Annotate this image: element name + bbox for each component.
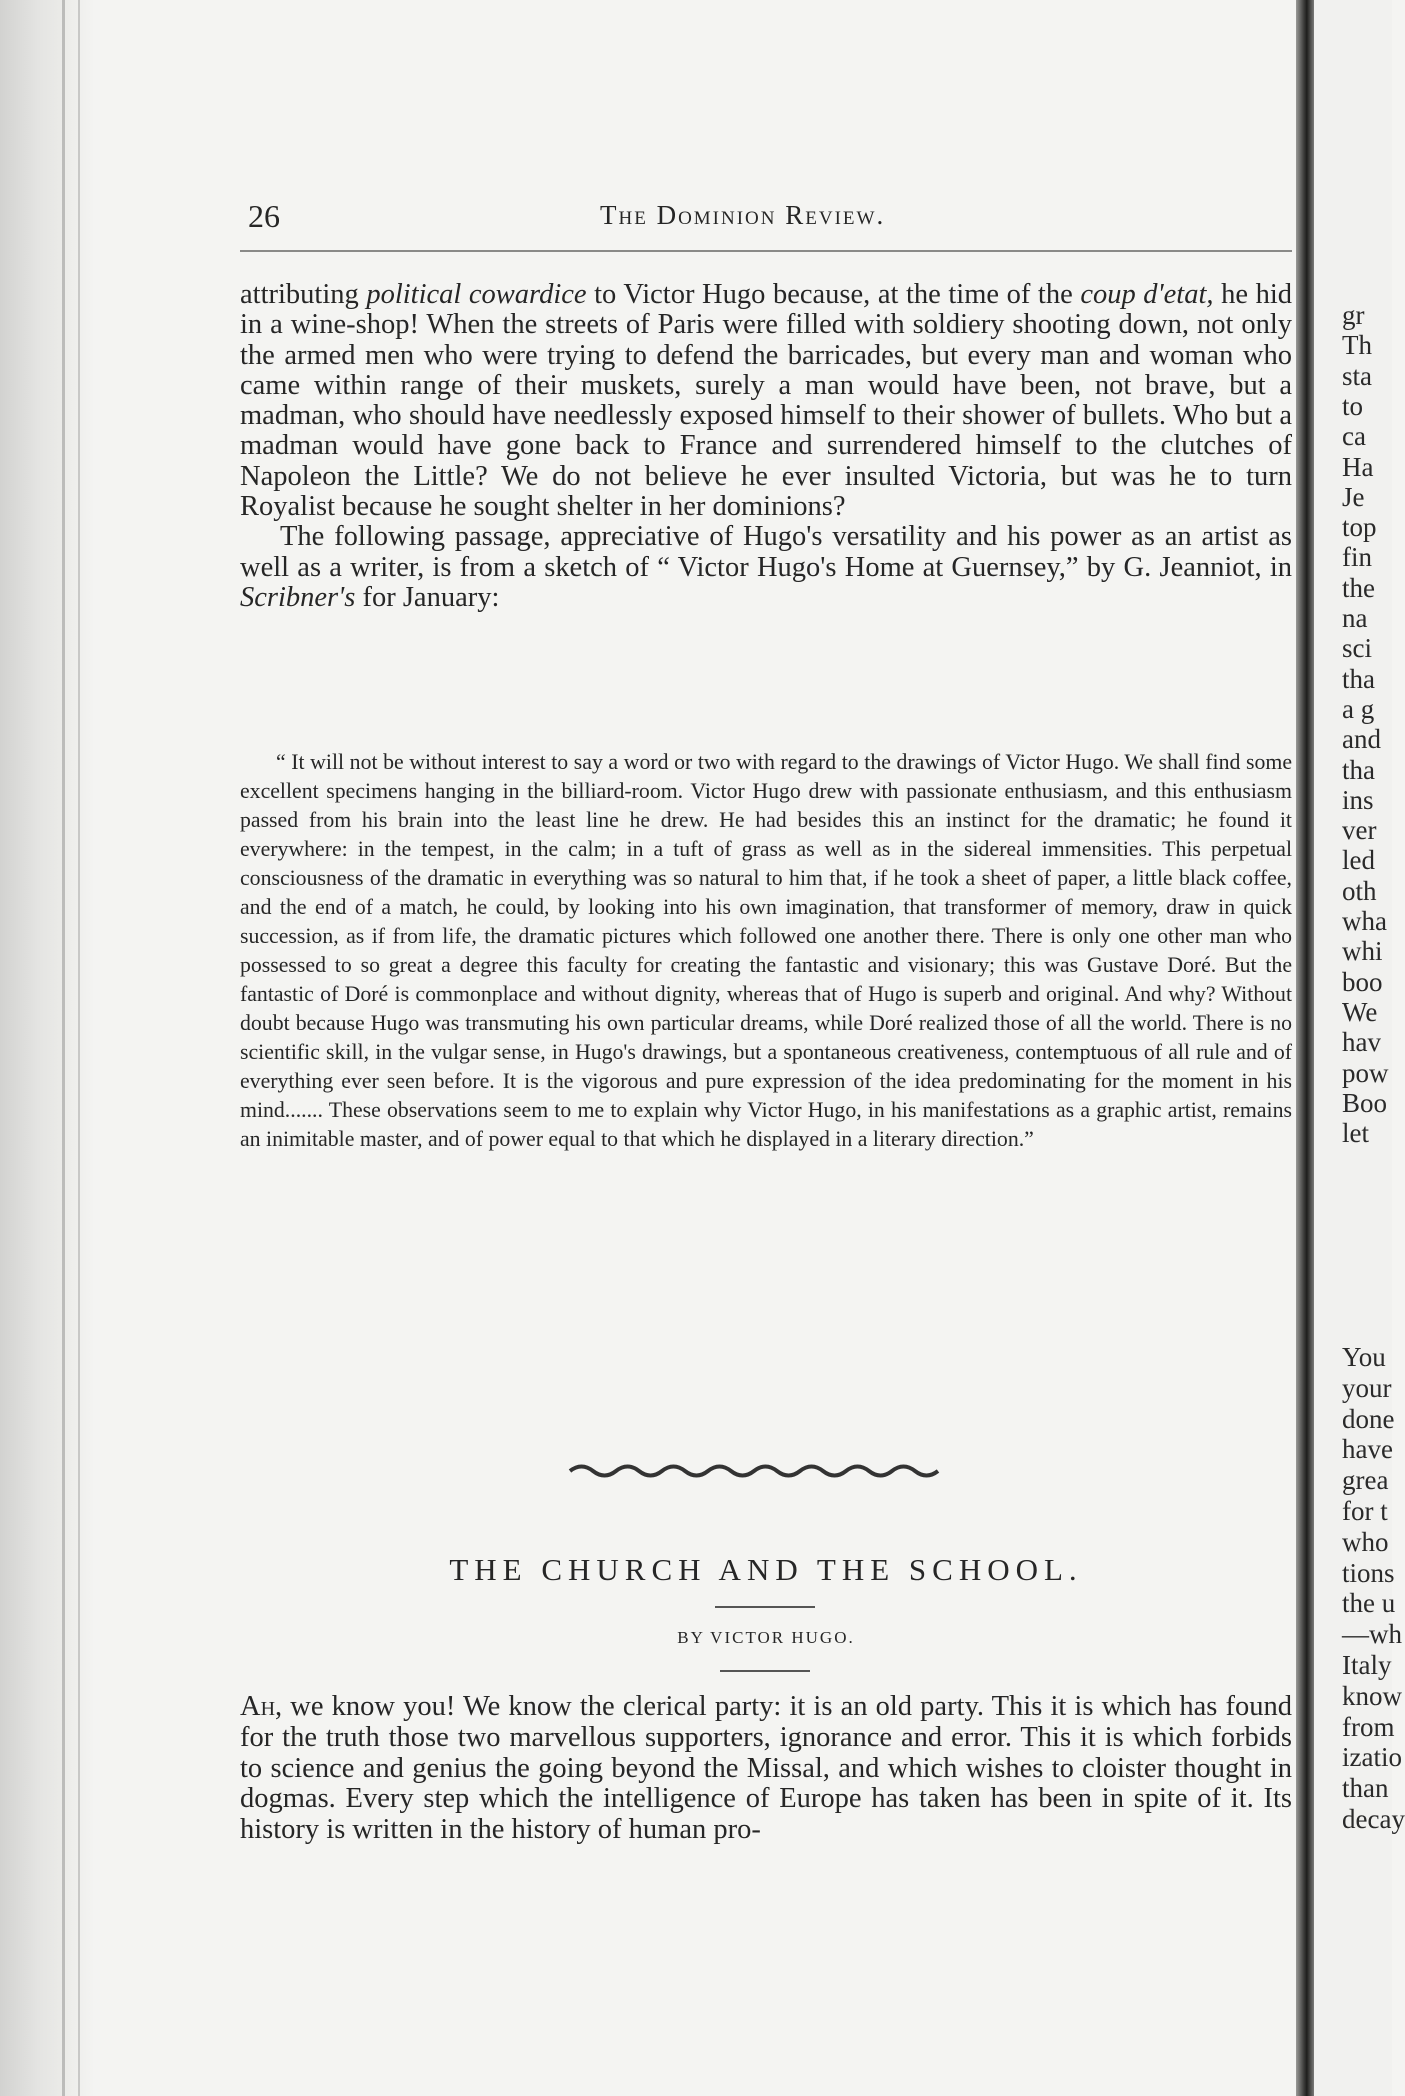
byline: BY VICTOR HUGO. <box>677 1628 855 1647</box>
page <box>240 180 1292 1846</box>
next-page-fragment: wha <box>1342 906 1387 936</box>
next-page-fragment: —wh <box>1342 1619 1402 1650</box>
page-number: 26 <box>248 198 280 234</box>
next-page-fragment: sci <box>1342 633 1372 664</box>
article-title: THE CHURCH AND THE SCHOOL. <box>449 1552 1083 1587</box>
next-page-fragment: boo <box>1342 966 1383 997</box>
text-run: attributing <box>240 279 367 310</box>
next-page-fragment: ins <box>1342 784 1374 815</box>
next-page-fragment: your <box>1342 1372 1392 1403</box>
next-page-edge <box>1314 0 1405 2096</box>
next-page-fragment: decay <box>1342 1804 1405 1834</box>
body-text <box>240 280 1292 613</box>
wave-ornament <box>570 1460 940 1482</box>
italic-text: political cowardice <box>366 279 587 310</box>
next-page-fragment: a g <box>1342 693 1375 724</box>
next-page-fragment: who <box>1342 1526 1389 1557</box>
next-page-fragment: You <box>1342 1342 1386 1372</box>
next-page-fragment: na <box>1342 603 1368 633</box>
next-page-fragment: the <box>1342 572 1375 603</box>
book-fold-shadow <box>1296 0 1314 2096</box>
next-page-fragment: have <box>1342 1434 1393 1465</box>
next-page-fragment: to <box>1342 390 1364 421</box>
text-run: we know you! We know the clerical party: it is an old party. This it is which has found for the truth those two marvellous supporters, ignorance and error. This it is which forbids to science and genius the going beyond the Missal, and which wishes to cloister thought in dogmas. Every step which the intelligence of Europe has taken has been in spite of it. Its history is written in the history of human pro- <box>240 1691 1292 1846</box>
running-title: The Dominion Review. <box>600 200 886 230</box>
next-page-fragment: hav <box>1342 1027 1381 1058</box>
next-page-fragment: Ha <box>1342 451 1374 482</box>
next-page-fragment: izatio <box>1342 1742 1402 1773</box>
next-page-fragment: Italy <box>1342 1650 1392 1680</box>
next-page-fragment: Je <box>1342 481 1365 512</box>
next-page-fragment: ca <box>1342 421 1366 452</box>
next-page-fragment: than <box>1342 1773 1389 1804</box>
byline-rule <box>720 1670 810 1672</box>
next-page-fragment: tha <box>1342 754 1375 785</box>
next-page-fragment: let <box>1342 1118 1369 1149</box>
next-page-fragment: led <box>1342 845 1375 876</box>
text-run: for January: <box>355 581 500 613</box>
next-page-fragment: done <box>1342 1403 1395 1434</box>
paragraph <box>240 1692 1292 1846</box>
next-page-fragment: grea <box>1342 1465 1389 1496</box>
block-quote <box>240 748 1292 1154</box>
next-page-fragment: We <box>1342 996 1378 1027</box>
next-page-fragment: Boo <box>1342 1087 1388 1118</box>
header-rule <box>240 250 1292 252</box>
page-header <box>240 180 1292 252</box>
next-page-fragment: know <box>1342 1680 1402 1711</box>
next-page-fragment: top <box>1342 512 1377 543</box>
next-page-fragment: for t <box>1342 1496 1388 1526</box>
text-run: he hid in a wine-shop! When the streets of Paris were filled with soldiery shooting down, not only the armed men who were trying to defend the barricades, but every man and woman who came within range of their muskets, surely a man would have been, not brave, but a madman, who should have needlessly exposed himself to their shower of bullets. Who but a madman would have gone back to France and surrendered himself to the clutches of Napoleon the Little? We do not believe he ever insulted Victoria, but was he to turn Royalist because he sought shelter in her dominions? <box>240 279 1292 523</box>
next-page-fragment: tions <box>1342 1557 1395 1588</box>
next-page-fragment: whi <box>1342 936 1383 967</box>
gutter-line <box>62 0 65 2096</box>
next-page-fragment: tha <box>1342 663 1375 694</box>
quote-text: “ It will not be without interest to say a word or two with regard to the drawings of Victor Hugo. We shall find some excellent specimens hanging in the billiard-room. Victor Hugo drew with passionate enthusiasm, and this enthusiasm passed from his brain into the least line he drew. He had besides this an instinct for the dramatic; he found it everywhere: in the tempest, in the calm; in a tuft of grass as well as in the sidereal immensities. This perpetual consciousness of the dramatic in everything was so natural to him that, if he took a sheet of paper, a little black coffee, and the end of a match, he could, by looking into his own imagination, that transformer of memory, draw in quick succession, as if from life, the dramatic pictures which followed one another there. There is only one other man who possessed to so great a degree this faculty for creating the fantastic and visionary; this was Gustave Doré. But the fantastic of Doré is commonplace and without dignity, whereas that of Hugo is superb and original. And why? Without doubt because Hugo was transmuting his own particular dreams, while Doré realized those of all the world. There is no scientific skill, in the vulgar sense, in Hugo's drawings, but a spontaneous creativeness, contemptuous of all rule and of everything ever seen before. It is the vigorous and pure expression of the idea predominating for the moment in his mind....... These observations seem to me to explain why Victor Hugo, in his manifestations as a graphic artist, remains an inimitable master, and of power equal to that which he displayed in a literary direction.” <box>240 750 1292 1151</box>
paragraph <box>240 280 1292 522</box>
title-rule <box>715 1606 815 1608</box>
next-page-fragment: fin <box>1342 542 1372 573</box>
next-page-fragment: Th <box>1342 330 1372 361</box>
next-page-fragment: ver <box>1342 815 1377 846</box>
gutter-line <box>78 0 80 2096</box>
next-page-fragment: pow <box>1342 1057 1389 1088</box>
article-body <box>240 1692 1292 1846</box>
opening-word: Ah, <box>240 1691 283 1722</box>
next-page-fragment: oth <box>1342 875 1377 906</box>
next-page-fragment: gr <box>1342 300 1365 330</box>
next-page-fragment: sta <box>1342 360 1372 391</box>
next-page-fragment: from <box>1342 1711 1395 1742</box>
next-page-fragment: the u <box>1342 1588 1396 1619</box>
left-page-gutter <box>0 0 95 2096</box>
next-page-fragment: and <box>1342 724 1381 755</box>
italic-text: coup d'etat, <box>1080 279 1214 310</box>
text-run: The following passage, appreciative of Hugo's versatility and his power as an artist as well as a writer, is from a sketch of “ Victor Hugo's Home at Guernsey,” by G. Jeanniot, in <box>240 521 1292 583</box>
text-run: to Victor Hugo because, at the time of the <box>586 279 1081 310</box>
paragraph <box>240 522 1292 613</box>
italic-text: Scribner's <box>240 581 356 613</box>
